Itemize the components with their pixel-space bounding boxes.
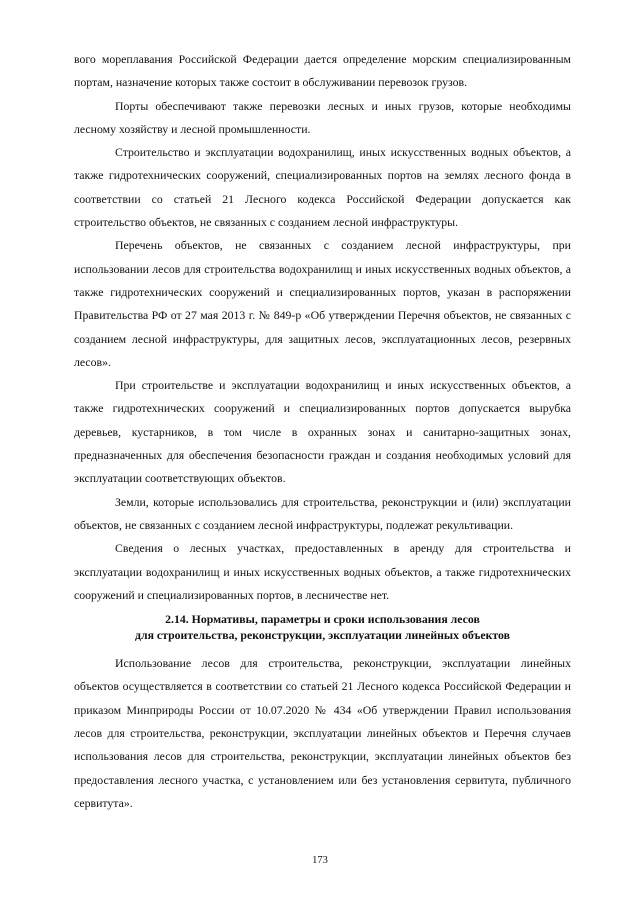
paragraph-linear-objects: Использование лесов для строительства, реконструкции, эксплуатации линейных объектов осуществляется в соответствии со статьей 21 Лесного кодекса Российской Федерации и приказом Минприроды России от 10.07.2020 № 434 «Об утверждении Правил использования лесов для строительства, реконструкции, эксплуатации линейных объектов и Перечня случаев использования лесов для строительства, реконструкции, эксплуатации линейных объектов без предоставления лесного участка, с установлением или без установления сервитута, публичного сервитута».: [74, 656, 571, 810]
section-heading-line-2: для строительства, реконструкции, эксплуатации линейных объектов: [134, 627, 511, 642]
paragraph-tree-cutting: При строительстве и эксплуатации водохранилищ и иных искусственных объектов, а также гидротехнических сооружений и специализированных портов допускается вырубка деревьев, кустарников, в том числе в охранных зонах и санитарно-защитных зонах, предназначенных для обеспечения безопасности граждан и создания необходимых условий для эксплуатации соответствующих объектов.: [74, 378, 571, 486]
paragraph-reservoir-construction: Строительство и эксплуатации водохранилищ, иных искусственных водных объектов, а также гидротехнических сооружений, специализированных портов на землях лесного фонда в соответствии со статьей 21 Лесного кодекса Российской Федерации допускается как строительство объектов, не связанных с созданием лесной инфраструктуры.: [74, 145, 571, 230]
page-number: 173: [312, 855, 328, 866]
page-body: [74, 48, 571, 815]
paragraph-ports: Порты обеспечивают также перевозки лесных и иных грузов, которые необходимы лесному хозяйству и лесной промышленности.: [74, 98, 571, 136]
paragraph-recultivation: Земли, которые использовались для строительства, реконструкции и (или) эксплуатации объектов, не связанных с созданием лесной инфраструктуры, подлежат рекультивации.: [74, 494, 571, 532]
section-heading-line-1: 2.14. Нормативы, параметры и сроки использования лесов: [165, 612, 480, 627]
paragraph-object-list: Перечень объектов, не связанных с созданием лесной инфраструктуры, при использовании лесов для строительства водохранилищ и иных искусственных водных объектов, а также гидротехнических сооружений и специализированных портов, указан в распоряжении Правительства РФ от 27 мая 2013 г. № 849-р «Об утверждении Перечня объектов, не связанных с созданием лесной инфраструктуры, для защитных лесов, эксплуатационных лесов, резервных лесов».: [74, 238, 571, 369]
paragraph-lease-info: Сведения о лесных участках, предоставленных в аренду для строительства и эксплуатации водохранилищ и иных искусственных водных объектов, а также гидротехнических сооружений и специализированных портов, в лесничестве нет.: [74, 541, 571, 602]
paragraph-continuation: вого мореплавания Российской Федерации дается определение морским специализированным портам, назначение которых также состоит в обслуживании перевозок грузов.: [74, 52, 571, 90]
section-heading: [74, 612, 571, 643]
